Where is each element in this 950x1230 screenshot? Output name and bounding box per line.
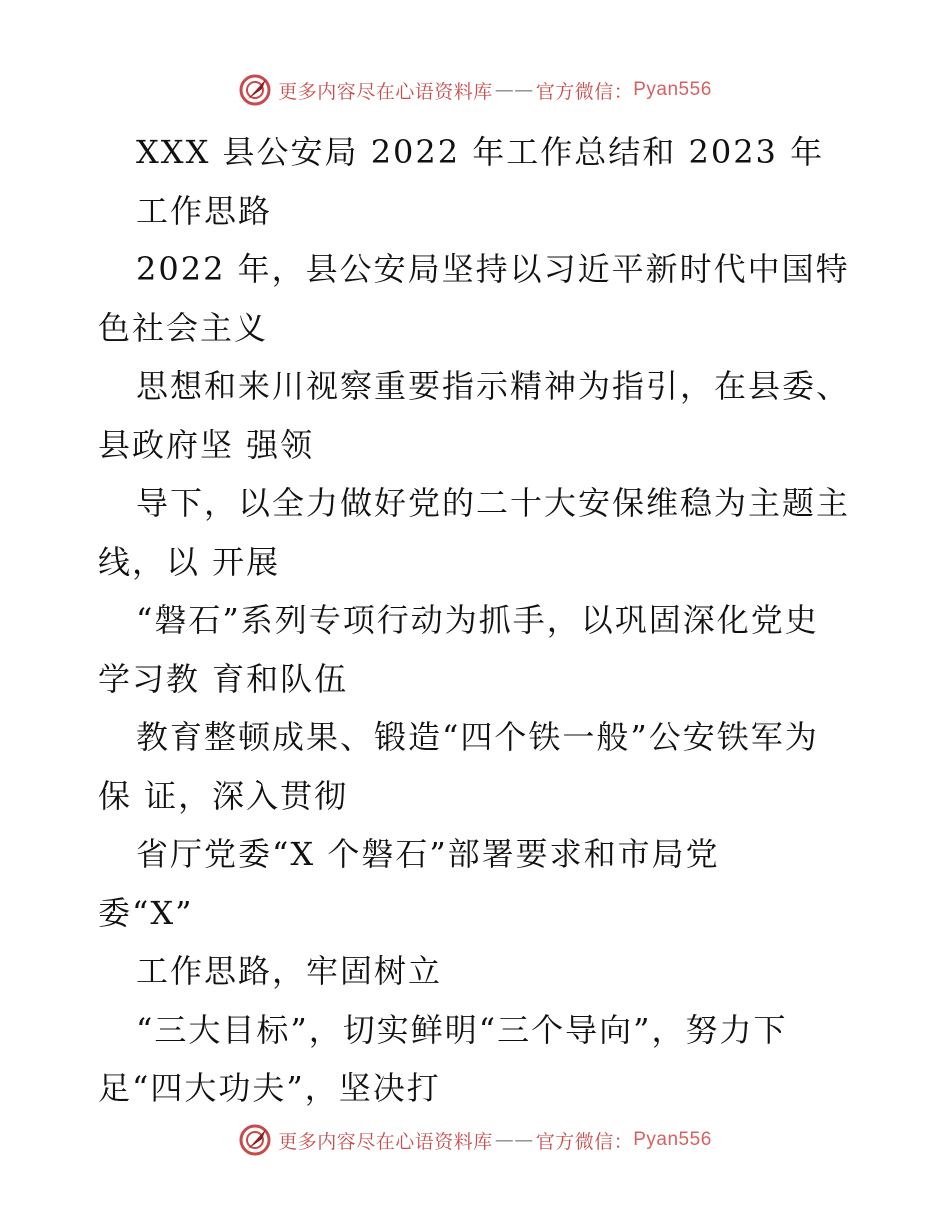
paragraph-line: 保 证，深入贯彻 xyxy=(98,776,349,815)
paragraph-line: “三大目标”，切实鲜明“三个导向”，努力下 xyxy=(136,1010,788,1049)
banner-separator: —— xyxy=(494,1129,534,1151)
paragraph-line: 省厅党委“X 个磐石”部署要求和市局党 xyxy=(136,835,720,873)
paragraph-line: 色社会主义 xyxy=(98,308,269,347)
paragraph-line: 委“X” xyxy=(98,893,194,932)
banner-site-text: 更多内容尽在心语资料库 xyxy=(278,80,493,103)
paragraph-line: 工作思路，牢固树立 xyxy=(136,952,443,990)
banner-site-text: 更多内容尽在心语资料库 xyxy=(278,1130,493,1153)
footer-watermark-banner xyxy=(0,1120,950,1160)
banner-wechat-id: Pyan556 xyxy=(633,1129,712,1150)
quill-logo-icon xyxy=(238,1123,272,1157)
paragraph-line: “磐石”系列专项行动为抓手，以巩固深化党史 xyxy=(136,601,819,639)
doc-title-line-1: XXX 县公安局 2022 年工作总结和 2023 年 xyxy=(136,133,825,171)
paragraph-line: 2022 年，县公安局坚持以习近平新时代中国特 xyxy=(136,250,850,288)
doc-title-line-2: 工作思路 xyxy=(136,191,273,230)
paragraph-line: 足“四大功夫”，坚决打 xyxy=(98,1069,441,1107)
paragraph-line: 教育整顿成果、锻造“四个铁一般”公安铁军为 xyxy=(136,718,819,756)
banner-wechat-label: 官方微信： xyxy=(535,80,634,103)
paragraph-line: 线，以 开展 xyxy=(98,542,281,581)
paragraph-line: 思想和来川视察重要指示精神为指引，在县委、 xyxy=(136,367,851,405)
header-watermark-banner xyxy=(0,70,950,110)
banner-wechat-label: 官方微信： xyxy=(535,1130,634,1153)
paragraph-line: 学习教 育和队伍 xyxy=(98,659,349,698)
paragraph-line: 导下，以全力做好党的二十大安保维稳为主题主 xyxy=(136,484,851,522)
paragraph-line: 县政府坚 强领 xyxy=(98,425,315,464)
banner-wechat-id: Pyan556 xyxy=(633,79,712,100)
quill-logo-icon xyxy=(238,73,272,107)
document-body xyxy=(98,123,858,1118)
banner-separator: —— xyxy=(494,79,534,101)
